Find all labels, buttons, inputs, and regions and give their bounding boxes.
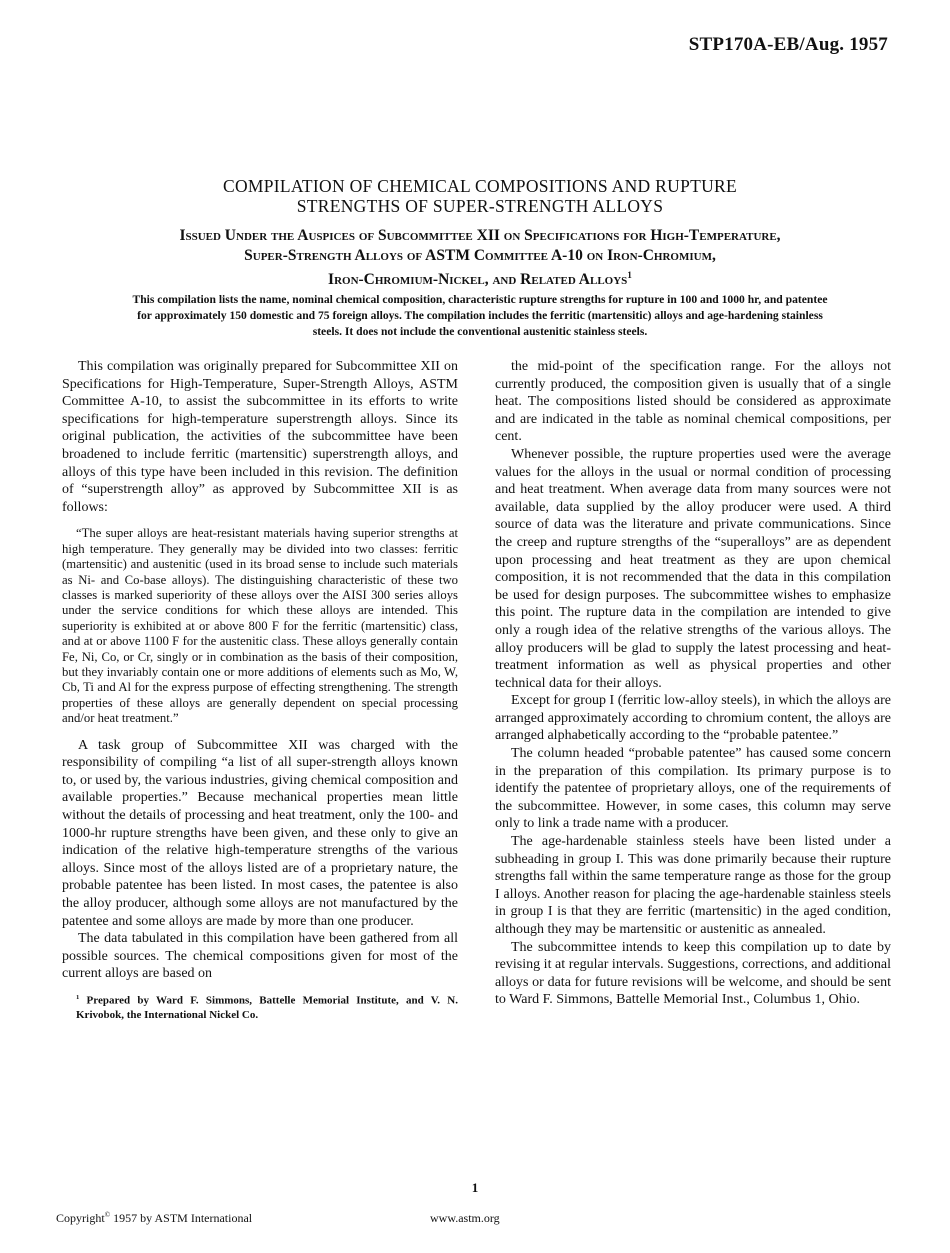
issued-line-3	[70, 266, 890, 290]
paragraph: The column headed “probable patentee” has caused some concern in the preparation of this compilation. Its primary purpose is to identify the patentee of proprietary alloys, one of the requirements of the subcommittee. However, in some cases, this column may serve only to link a trade name with a producer.	[495, 746, 891, 832]
footnote-body: Prepared by Ward F. Simmons, Battelle Memorial Institute, and V. N. Krivobok, the International Nickel Co.	[76, 994, 458, 1021]
definition-quote	[62, 526, 458, 726]
footnote-text	[76, 991, 458, 1022]
paragraph: Except for group I (ferritic low-alloy steels), in which the alloys are arranged approximately according to chromium content, the alloys are arranged alphabetically according to the “probable patentee.”	[495, 693, 891, 744]
paper-title	[120, 176, 840, 216]
footnote	[62, 991, 458, 1022]
left-column	[62, 358, 458, 1022]
issued-line-2: Super-Strength Alloys of ASTM Committee A-10 on Iron-Chromium,	[244, 247, 716, 264]
paragraph: The data tabulated in this compilation have been gathered from all possible sources. The chemical compositions given for most of the current alloys are based on	[62, 931, 458, 982]
copyright-prefix: Copyright	[56, 1211, 105, 1225]
issued-line-3-text: Iron-Chromium-Nickel, and Related Alloys	[328, 271, 628, 289]
copyright-symbol: ©	[104, 1211, 111, 1219]
quote-text: “The super alloys are heat-resistant materials having superior strengths at high temperature. They generally may be divided into two classes: ferritic (martensitic) and austenitic (used in its broad sense to include such materials as Ni- and Co-base alloys). The distinguishing characteristic of these two classes is marked superiority of these alloys over the AISI 300 series alloys under the service conditions for which these alloys are intended. This superiority is exhibited at or above 800 F for the ferritic (martensitic) class, and at or above 1100 F for the austenitic class. These alloys generally contain Fe, Ni, Co, or Cr, singly or in combination as the basis of their composition, but they invariably contain one or more additions of elements such as Mo, W, Cb, Ti and Al for the express purpose of effecting strengthening. The strength properties of these alloys are generally dependent on special processing and/or heat treatment.”	[62, 526, 458, 726]
paragraph: This compilation was originally prepared for Subcommittee XII on Specifications for High-Temperature, Super-Strength Alloys, ASTM Committee A-10, to assist the subcommittee in its efforts to write specifications for high-temperature superstrength alloys. Since its original publication, the activities of the subcommittee have been broadened to include ferritic (martensitic) superstrength alloys, and alloys of this type have been included in this revision. The definition of “superstrength alloy” as approved by Subcommittee XII is as follows:	[62, 359, 458, 515]
paragraph: Whenever possible, the rupture properties used were the average values for the alloys in the usual or normal condition of processing and heat treatment. When average data from many sources were not available, data supplied by the alloy producer were used. A third source of data was the literature and private communications. Since the creep and rupture strengths of the “superalloys” are as dependent upon processing and heat treatment as they are upon chemical composition, it is not recommended that the data in this compilation be used for design purposes. The subcommittee wishes to emphasize this point. The rupture data in the compilation are intended to give only a rough idea of the relative strengths of the various alloys. The alloy producers will be glad to supply the latest processing and heat-treatment information as well as physical properties and other technical data for their alloys.	[495, 446, 891, 691]
document-id: STP170A-EB/Aug. 1957	[688, 34, 888, 55]
issued-under-heading	[70, 226, 890, 290]
website-link[interactable]: www.astm.org	[430, 1211, 500, 1225]
paragraph: the mid-point of the specification range. For the alloys not currently produced, the composition given is usually that of a single heat. The compositions listed should be considered as approximate and are indicated in the table as nominal chemical compositions, per cent.	[495, 359, 891, 445]
paragraph: A task group of Subcommittee XII was charged with the responsibility of compiling “a list of all super-strength alloys known to, or used by, the various industries, giving chemical composition and available properties.” Because mechanical properties mean little without the details of processing and heat treatment, only the 100- and 1000-hr rupture strengths have been given, and these only to give an indication of the relative high-temperature strengths of the various alloys. Since most of the alloys listed are of a proprietary nature, the probable patentee has been listed. In most cases, the patentee is also the alloy producer, although some alloys are not manufactured by the patentee and some alloys are made by more than one producer.	[62, 737, 458, 929]
title-line-1: COMPILATION OF CHEMICAL COMPOSITIONS AND RUPTURE	[222, 176, 737, 196]
title-line-2: STRENGTHS OF SUPER-STRENGTH ALLOYS	[296, 196, 664, 216]
paragraph: The age-hardenable stainless steels have been listed under a subheading in group I. This was done primarily because their rupture strengths fall within the same temperature range as those for the group I alloys. Another reason for placing the age-hardenable stainless steels in group I is that they are ferritic (martensitic) in the aged condition, although they may be martensitic or austenitic as annealed.	[495, 834, 891, 937]
abstract: This compilation lists the name, nominal chemical composition, characteristic rupture strengths for rupture in 100 and 1000 hr, and patentee for approximately 150 domestic and 75 foreign alloys. The compilation includes the ferritic (martensitic) alloys and age-hardening stainless steels. It does not include the conventional austenitic stainless steels.	[132, 293, 828, 338]
copyright-notice	[56, 1211, 252, 1226]
issued-line-1: Issued Under the Auspices of Subcommittee XII on Specifications for High-Temperature,	[179, 227, 781, 244]
right-column	[495, 358, 891, 1009]
paragraph: The subcommittee intends to keep this compilation up to date by revising it at regular intervals. Suggestions, corrections, and additional alloys or data for future revisions will be welcome, and should be sent to Ward F. Simmons, Battelle Memorial Inst., Columbus 1, Ohio.	[495, 939, 891, 1008]
copyright-suffix: 1957 by ASTM International	[110, 1211, 253, 1225]
footnote-mark: 1	[76, 993, 80, 1001]
footnote-reference: 1	[627, 271, 632, 281]
page-number: 1	[471, 1180, 479, 1195]
